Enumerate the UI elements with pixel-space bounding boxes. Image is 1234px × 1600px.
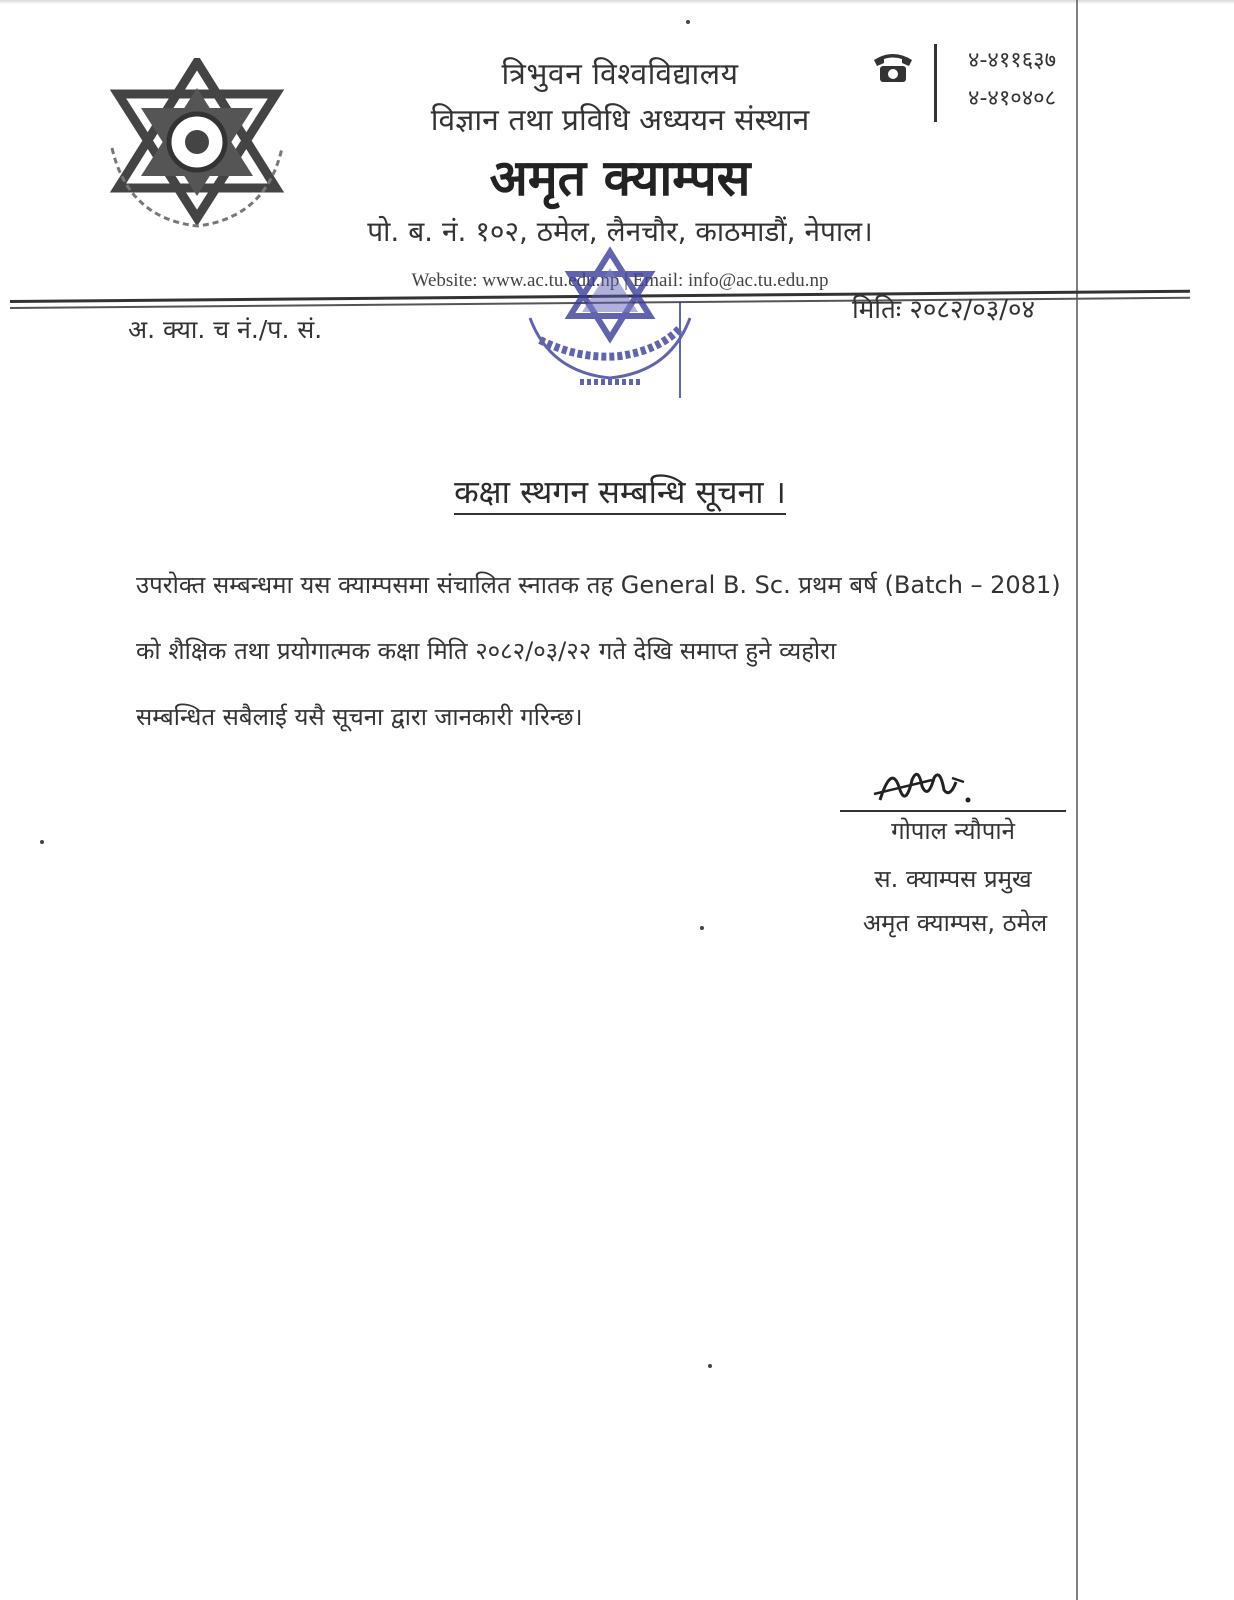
scan-speck — [40, 840, 44, 844]
body-line: सम्बन्धित सबैलाई यसै सूचना द्वारा जानकारी गरिन्छ। — [136, 703, 583, 731]
scan-fold-line — [1076, 0, 1078, 1600]
signatory-name: गोपाल न्यौपाने — [891, 817, 1015, 845]
body-line: उपरोक्त सम्बन्धमा यस क्याम्पसमा संचालित स्नातक तह General B. Sc. प्रथम बर्ष (Batch – 2081) — [136, 571, 1061, 599]
phone-number-2: ४-४१०४०८ — [968, 86, 1057, 111]
signatory-organization: अमृत क्याम्पस, ठमेल — [862, 909, 1048, 937]
scan-edge — [0, 0, 1234, 4]
signature-line — [840, 810, 1066, 812]
notice-body — [136, 552, 1116, 750]
institute-name: विज्ञान तथा प्रविधि अध्ययन संस्थान — [430, 103, 810, 138]
scan-speck — [708, 1364, 712, 1368]
notice-date: मितिः २०८२/०३/०४ — [852, 295, 1036, 325]
body-line: को शैक्षिक तथा प्रयोगात्मक कक्षा मिति २०८२/०३/२२ गते देखि समाप्त हुने व्यहोरा — [136, 637, 837, 665]
notice-subject-text: कक्षा स्थगन सम्बन्धि सूचना । — [454, 473, 786, 515]
campus-name: अमृत क्याम्पस — [489, 149, 751, 207]
scan-speck — [686, 20, 690, 24]
tu-emblem-icon — [108, 58, 286, 228]
website-email: Website: www.ac.tu.edu.np | Email: info@ac.tu.edu.np — [411, 270, 829, 291]
scan-speck — [700, 926, 704, 930]
handwritten-signature — [872, 760, 982, 810]
reference-number: अ. क्या. च नं./प. सं. — [128, 315, 323, 344]
notice-subject — [380, 470, 860, 513]
university-name: त्रिभुवन विश्वविद्यालय — [501, 57, 739, 92]
telephone-icon — [872, 50, 914, 84]
campus-address: पो. ब. नं. १०२, ठमेल, लैनचौर, काठमाडौं, नेपाल। — [367, 215, 873, 248]
official-stamp — [520, 232, 700, 400]
phone-divider — [934, 44, 937, 122]
signatory-title: स. क्याम्पस प्रमुख — [874, 865, 1032, 893]
phone-number-1: ४-४११६३७ — [968, 48, 1057, 73]
